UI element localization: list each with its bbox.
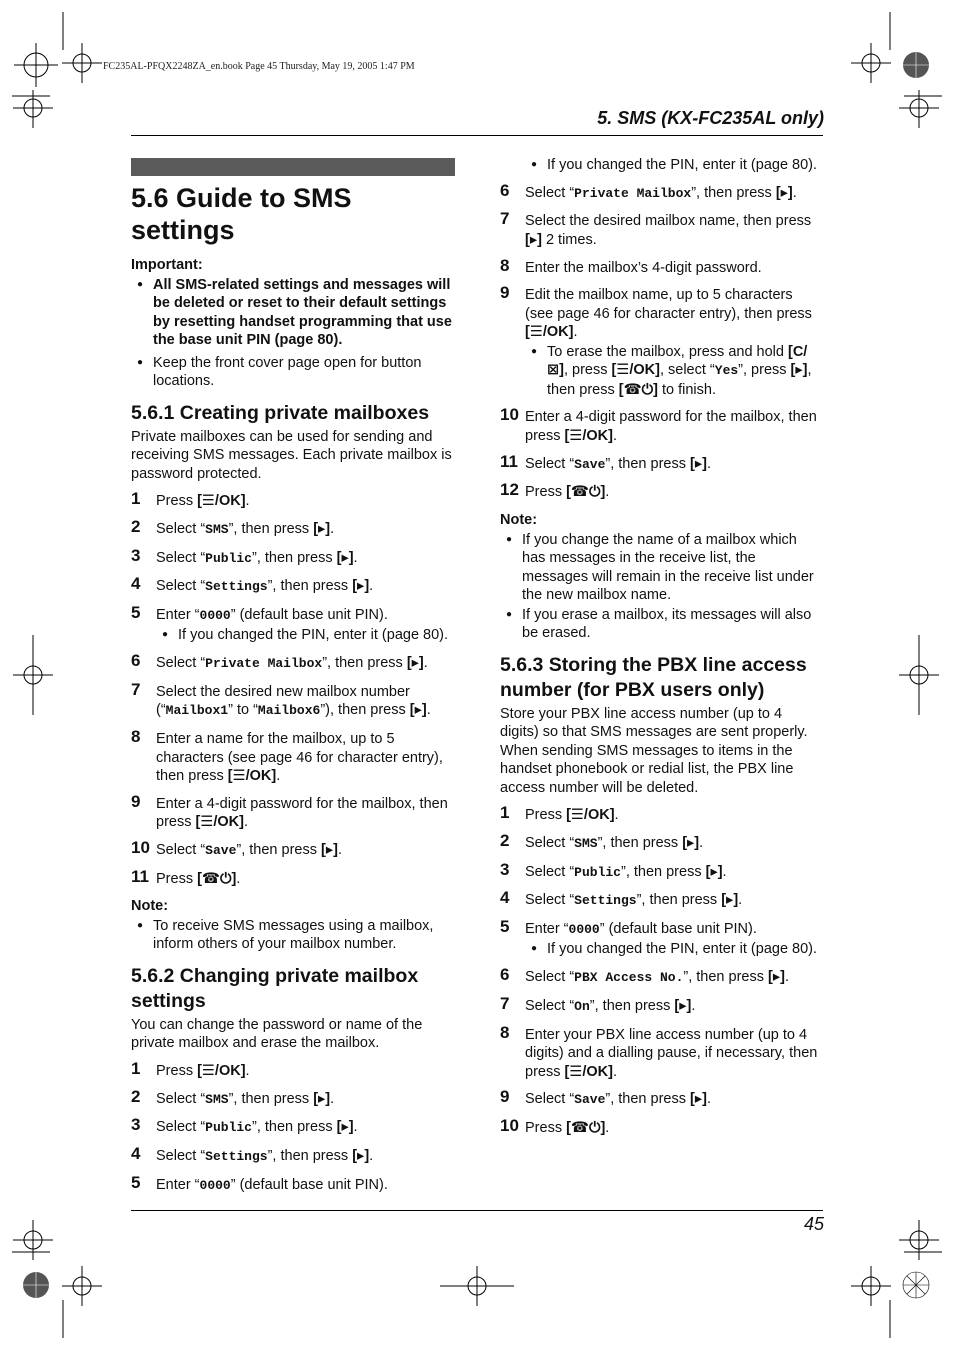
step-number: 6: [500, 180, 510, 200]
key-label: [▸]: [409, 702, 427, 719]
text: ”, then press: [228, 1090, 314, 1107]
menu-option: SMS: [205, 521, 229, 537]
step: [131, 489, 455, 511]
step: [500, 255, 823, 278]
step-text: [525, 834, 823, 854]
step-text: [156, 520, 455, 540]
menu-option: Mailbox6: [257, 703, 321, 719]
step: [500, 916, 823, 959]
step-text: [525, 997, 823, 1017]
text: .: [245, 493, 250, 510]
step: [500, 283, 823, 399]
step-number: 8: [131, 727, 141, 746]
key-label: [▸]: [790, 362, 808, 379]
text: ”, then press: [636, 892, 722, 909]
text: Press: [525, 1119, 567, 1136]
text: ”, then press: [691, 184, 776, 201]
text: .: [612, 1063, 617, 1080]
key-label: [▸]: [674, 997, 692, 1014]
step-sub-bullet: ● If you changed the PIN, enter it (page 80).: [525, 156, 823, 175]
step-number: 4: [500, 888, 510, 908]
text: ” (default base unit PIN).: [599, 920, 757, 937]
text: .: [614, 807, 619, 824]
subsection-intro: You can change the password or name of the private mailbox and erase the mailbox.: [131, 1016, 423, 1052]
step-text: [525, 806, 823, 825]
menu-option: SMS: [205, 1091, 229, 1107]
menu-option: 0000: [199, 607, 231, 623]
text: ”, then press: [251, 549, 337, 566]
text: ”, then press: [228, 520, 314, 537]
step-number: 10: [500, 1115, 519, 1135]
page-number: 45: [803, 1214, 824, 1234]
text: .: [605, 1119, 610, 1136]
note-bullet: ● To receive SMS messages using a mailbox, inform others of your mailbox number.: [131, 917, 455, 954]
text: .: [792, 184, 797, 201]
text: Select “: [525, 892, 575, 909]
menu-option: SMS: [574, 835, 598, 851]
step-number: 1: [131, 489, 141, 509]
step: [500, 859, 823, 883]
step-number: 3: [131, 1115, 141, 1135]
text: ”, then press: [251, 1119, 337, 1136]
text: .: [276, 768, 281, 784]
step-number: 1: [500, 803, 510, 823]
text: .: [353, 549, 358, 566]
text: Enter “: [156, 1176, 200, 1193]
step-text: [156, 577, 455, 597]
step: [500, 209, 823, 249]
left-column: [131, 150, 455, 1204]
menu-option: Public: [205, 1120, 252, 1136]
text: ”, then press: [267, 1148, 353, 1164]
key-label: [▸]: [775, 184, 793, 201]
key-label: [▸]: [690, 1091, 707, 1108]
step-number: 10: [500, 405, 519, 425]
text: .: [236, 870, 241, 887]
key-label: [▸]: [313, 1090, 331, 1107]
key-label: [▸]: [705, 863, 723, 880]
step: [500, 1087, 823, 1110]
text: .: [369, 1148, 374, 1164]
step: [500, 180, 823, 204]
text: , then press: [547, 362, 812, 398]
menu-option: 0000: [199, 1177, 231, 1193]
step: [500, 451, 823, 475]
text: ”, then press: [589, 997, 675, 1014]
menu-option: Save: [574, 1092, 606, 1108]
text: Select “: [156, 1119, 206, 1136]
step: [131, 1058, 455, 1081]
key-label: [▸]: [690, 455, 707, 472]
step-number: 7: [131, 679, 141, 699]
key-label: [☰/OK]: [566, 807, 615, 824]
step-text: [525, 455, 823, 475]
step-text: [156, 492, 455, 511]
step-list: [131, 1058, 455, 1195]
step-number: 6: [131, 651, 141, 671]
text: Select “: [156, 1090, 206, 1107]
step-number: 9: [500, 283, 510, 303]
text: .: [573, 324, 578, 341]
key-label: [▸]: [336, 1119, 354, 1136]
step: [131, 545, 455, 569]
text: Select “: [525, 455, 575, 472]
text: , select “: [659, 362, 715, 379]
text: Press: [525, 807, 567, 824]
note-label: Note:: [131, 898, 169, 915]
text: Edit the mailbox name, up to 5 characters (see page 46 for character entry), then press: [525, 287, 812, 322]
text: .: [706, 455, 711, 472]
step-sub-bullet: [525, 343, 823, 400]
text: Select “: [525, 834, 575, 851]
step-number: 3: [131, 545, 141, 565]
step: [131, 574, 455, 597]
subsection-title: 5.6.1 Creating private mailboxes: [131, 401, 430, 424]
step-text: [156, 870, 455, 889]
note-bullet: ● If you change the name of a mailbox which has messages in the receive list, the messages will remain in the receive list under the new mailbox name.: [500, 531, 823, 605]
text: Enter “: [156, 606, 200, 623]
step-number: 8: [500, 255, 510, 275]
text: .: [243, 814, 248, 831]
subsection-title: 5.6.3 Storing the PBX line access number (for PBX users only): [500, 653, 807, 701]
step: [500, 803, 823, 825]
subsection-intro: Store your PBX line access number (up to 4 digits) so that SMS messages are sent properly. When sending SMS messages to items in the handset phonebook or redial list, the PBX line access number will be deleted.: [500, 705, 808, 796]
text: Select the desired mailbox name, then press: [525, 213, 812, 230]
text: Select “: [525, 184, 575, 201]
text: Enter the mailbox’s 4-digit password.: [525, 259, 762, 276]
step-number: 7: [500, 993, 510, 1013]
text: ”, then press: [620, 863, 706, 880]
page-title: 5.6 Guide to SMS settings: [131, 183, 352, 245]
step-text: [156, 795, 455, 832]
note-label: Note:: [500, 512, 538, 528]
text: .: [605, 484, 610, 501]
step-text: [525, 212, 823, 249]
step-text: [525, 483, 823, 502]
important-label: Important:: [131, 257, 203, 273]
step-text: [156, 549, 455, 569]
key-label: [☎⏻]: [566, 484, 606, 501]
right-column: [500, 155, 823, 1147]
menu-option: Public: [574, 864, 621, 880]
step: [131, 516, 455, 540]
step-text: [525, 1026, 823, 1082]
text: ”, then press: [236, 841, 322, 858]
footer-rule: [131, 1210, 823, 1211]
text: .: [426, 702, 431, 719]
key-label: [☰/OK]: [611, 362, 660, 379]
step-number: 5: [131, 1172, 141, 1192]
text: ”, press: [738, 362, 791, 379]
step-number: 8: [500, 1022, 510, 1042]
step-number: 2: [500, 830, 510, 850]
step-text: [156, 654, 455, 674]
key-label: [▸]: [336, 549, 354, 566]
text: Select “: [156, 520, 206, 537]
important-bullet: ● All SMS-related settings and messages will be deleted or reset to their default settings by resetting handset programming that use the base unit PIN (page 80).: [131, 276, 455, 350]
step: [131, 727, 455, 786]
text: ”, then press: [605, 1091, 691, 1108]
key-label: [☰/OK]: [564, 427, 613, 444]
text: .: [337, 841, 342, 858]
step-text: [525, 184, 823, 204]
step-number: 2: [131, 1086, 141, 1106]
step: [131, 679, 455, 721]
step: [500, 405, 823, 445]
key-label: [☰/OK]: [525, 324, 574, 341]
step-text: [156, 1176, 455, 1196]
key-label: [☰/OK]: [227, 768, 277, 784]
menu-option: Save: [574, 456, 606, 472]
step-number: 7: [500, 209, 510, 229]
step-text: [525, 920, 823, 940]
step-number: 5: [131, 602, 141, 622]
text: Select “: [156, 1148, 206, 1164]
step: [131, 1115, 455, 1138]
step-text: [156, 606, 455, 626]
step-text: [525, 259, 823, 278]
print-info: FC235AL-PFQX2248ZA_en.book Page 45 Thursday, May 19, 2005 1:47 PM: [103, 61, 415, 72]
step: [131, 866, 455, 889]
text: ” to “: [228, 702, 258, 719]
menu-option: On: [574, 998, 590, 1014]
key-label: [▸]: [525, 231, 542, 248]
text: .: [353, 1119, 358, 1136]
text: Enter “: [525, 920, 569, 937]
text: ” (default base unit PIN).: [230, 606, 388, 623]
step-sub-bullet: ● If you changed the PIN, enter it (page 80).: [525, 940, 823, 959]
text: ”, then press: [267, 578, 353, 595]
step-sub-bullet: ● If you changed the PIN, enter it (page 80).: [156, 626, 455, 645]
text: Select the desired new mailbox number (“: [156, 683, 410, 719]
key-label: [☰/OK]: [195, 814, 244, 831]
step-number: 4: [131, 1144, 141, 1163]
step-text: [156, 1090, 455, 1110]
step-number: 9: [131, 791, 141, 811]
key-label: [▸]: [313, 520, 331, 537]
text: Enter your PBX line access number (up to 4 digits) and a dialling pause, if necessary, then press: [525, 1026, 818, 1080]
menu-option: 0000: [568, 921, 600, 937]
key-label: [▸]: [682, 834, 700, 851]
step-text: [525, 286, 823, 342]
section-bar: [131, 158, 455, 176]
step-text: [156, 1118, 455, 1138]
text: ”, then press: [683, 969, 769, 986]
key-label: [☎⏻]: [197, 870, 237, 887]
step-number: 11: [500, 451, 518, 471]
menu-option: Mailbox1: [165, 703, 229, 719]
step-text: [525, 1119, 823, 1138]
text: Enter a 4-digit password for the mailbox, then press: [525, 409, 817, 444]
step-number: 11: [131, 866, 149, 886]
step: [500, 965, 823, 988]
text: .: [738, 892, 743, 909]
step-text: [525, 863, 823, 883]
step: [500, 480, 823, 502]
running-header: 5. SMS (KX-FC235AL only): [597, 108, 824, 128]
text: Select “: [156, 841, 206, 858]
step-number: 2: [131, 516, 141, 536]
step-text: [525, 968, 823, 988]
key-label: [☎⏻]: [618, 381, 658, 398]
text: 2 times.: [541, 231, 597, 248]
step-text: [525, 891, 823, 911]
text: Select “: [156, 655, 206, 672]
text: .: [699, 834, 704, 851]
key-label: [C/⊠]: [547, 343, 808, 379]
text: , press: [563, 362, 612, 379]
step: [131, 1144, 455, 1167]
menu-option: Yes: [714, 363, 739, 379]
step-number: 9: [500, 1087, 510, 1107]
text: ” (default base unit PIN).: [230, 1176, 388, 1193]
subsection-title: 5.6.2 Changing private mailbox settings: [131, 964, 419, 1012]
key-label: [☰/OK]: [564, 1063, 613, 1080]
step-text: [525, 1090, 823, 1110]
text: Enter a name for the mailbox, up to 5 characters (see page 46 for character entry), then press: [156, 731, 443, 784]
menu-option: Public: [205, 550, 252, 566]
step: [500, 888, 823, 911]
menu-option: Settings: [205, 579, 268, 595]
important-bullet: ● Keep the front cover page open for button locations.: [131, 354, 455, 391]
step: [500, 993, 823, 1017]
step: [131, 651, 455, 674]
step: [131, 837, 455, 861]
text: Enter a 4-digit password for the mailbox, then press: [156, 795, 448, 831]
text: .: [706, 1091, 711, 1108]
text: ”), then press: [320, 702, 410, 719]
text: Select “: [525, 969, 575, 986]
step: [500, 830, 823, 854]
step-list: [131, 489, 455, 888]
key-label: [▸]: [406, 655, 424, 672]
step-text: [156, 683, 455, 721]
step-text: [156, 730, 455, 786]
step-number: 6: [500, 965, 510, 985]
menu-option: Settings: [205, 1149, 268, 1164]
text: Select “: [156, 578, 206, 595]
key-label: [▸]: [352, 1148, 370, 1164]
menu-option: Private Mailbox: [574, 185, 692, 201]
key-label: [▸]: [768, 969, 785, 986]
key-label: [▸]: [352, 578, 370, 595]
step-number: 3: [500, 859, 510, 879]
text: .: [612, 427, 617, 444]
text: Press: [156, 870, 198, 887]
step-text: [156, 841, 455, 861]
text: Select “: [525, 863, 575, 880]
step-number: 1: [131, 1058, 141, 1078]
menu-option: Save: [205, 842, 237, 858]
text: .: [423, 655, 428, 672]
step-text: [525, 408, 823, 445]
step: [500, 1022, 823, 1082]
key-label: [☰/OK]: [197, 1062, 246, 1079]
key-label: [▸]: [721, 892, 739, 909]
subsection-intro: Private mailboxes can be used for sending and receiving SMS messages. Each private mailbox is password protected.: [131, 428, 452, 482]
text: to finish.: [657, 381, 716, 398]
text: ”, then press: [322, 655, 407, 672]
text: Select “: [525, 1091, 575, 1108]
text: .: [330, 1090, 335, 1107]
text: Press: [156, 1062, 198, 1079]
header-rule: [131, 135, 823, 136]
text: .: [369, 578, 374, 595]
step: [131, 1172, 455, 1196]
text: Select “: [525, 997, 575, 1014]
text: Press: [525, 484, 567, 501]
step-number: 12: [500, 480, 519, 500]
menu-option: Private Mailbox: [205, 656, 323, 672]
text: .: [245, 1062, 250, 1079]
text: .: [330, 520, 335, 537]
text: Select “: [156, 549, 206, 566]
step: [131, 1086, 455, 1110]
step: [131, 791, 455, 832]
menu-option: Settings: [574, 893, 637, 909]
text: ”, then press: [605, 455, 691, 472]
step-text: [156, 1147, 455, 1167]
step-text: [156, 1062, 455, 1081]
step: [500, 1115, 823, 1138]
step-number: 4: [131, 574, 141, 594]
text: Press: [156, 493, 198, 510]
step: [131, 602, 455, 645]
text: ”, then press: [597, 834, 683, 851]
step-list: [500, 180, 823, 502]
text: .: [691, 997, 696, 1014]
key-label: [▸]: [321, 841, 338, 858]
step-number: 5: [500, 916, 510, 936]
text: .: [722, 863, 727, 880]
step-list: [500, 803, 823, 1137]
text: To erase the mailbox, press and hold: [547, 343, 788, 360]
text: .: [784, 969, 789, 986]
key-label: [☎⏻]: [566, 1119, 606, 1136]
note-bullet: ● If you erase a mailbox, its messages will also be erased.: [500, 606, 823, 643]
menu-option: PBX Access No.: [574, 970, 684, 986]
step-number: 10: [131, 837, 150, 857]
key-label: [☰/OK]: [197, 493, 246, 510]
